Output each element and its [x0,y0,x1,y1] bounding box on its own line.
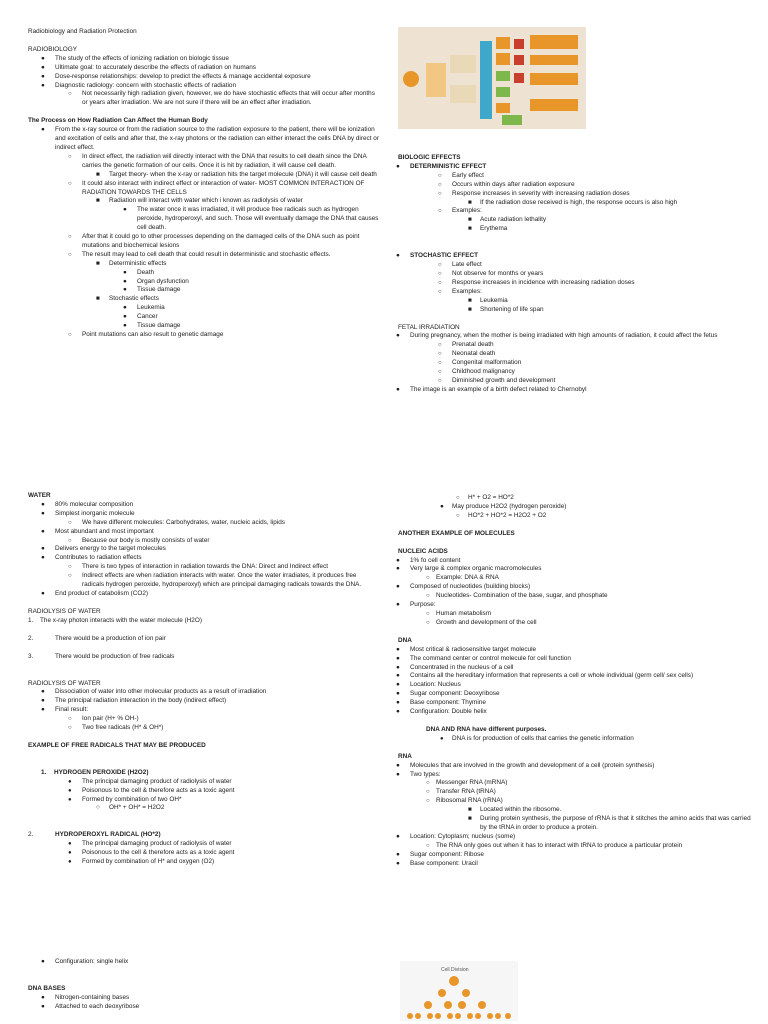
list-item: ○ H* + O2 = HO*2 [456,494,514,501]
list-item: ○ Example: DNA & RNA [426,574,499,582]
list-item: ● The water once it was irradiated, it will produce free radicals such as hydrogen peroxide, hydroperoxyl, and such. Those will eventually damage the DNA that causes cell death. [123,206,379,232]
list-item: ○ Response increases in incidence with increasing radiation doses [438,278,635,286]
list-item: ● Nitrogen-containing bases [41,993,130,1001]
list-item: ● Two types: [396,770,441,778]
list-item: ○ Because our body is mostly consists of water [68,536,210,544]
biologic-effects-heading: BIOLOGIC EFFECTS [398,154,461,161]
list-item: ● Most abundant and most important [41,527,154,535]
list-item: ○ Ion pair (H+ % OH-) [68,715,139,723]
list-item: ● Attached to each deoxyribose [41,1002,140,1010]
list-item: ● The command center or control molecule for cell function [396,654,571,662]
water-list [0,501,380,599]
list-item: ○ After that it could go to other processes depending on the damaged cells of the DNA such as point mutations and biochemical lesions [68,233,360,249]
list-item: ● Molecules that are involved in the growth and development of a cell (protein synthesis) [396,761,655,769]
list-item: ■ If the radiation dose received is high, the response occurs is also high [468,198,678,206]
radiobiology-list [0,55,380,108]
list-item: ○ Congenital malformation [438,359,522,367]
list-item: ○ Nucleotides- Combination of the base, sugar, and phosphate [426,592,608,600]
list-item: ■ Shortening of life span [468,305,544,313]
list-item: ● Concentrated in the nucleus of a cell [396,663,514,671]
radiolysis-heading-1: RADIOLYSIS OF WATER [28,607,101,615]
formula-list [388,494,758,521]
list-item: ○ Response increases in severity with increasing radiation doses [438,189,630,197]
list-item: ● Sugar component: Ribose [396,850,484,858]
config-list [0,958,380,967]
list-item: ● Most critical & radiosensitive target molecule [396,645,537,653]
stochastic-list [388,252,748,314]
list-item: ○ There is two types of interaction in radiation towards the DNA: Direct and Indirect effect [68,563,329,571]
numbered-item: 3. There would be production of free radicals [28,652,175,660]
list-item: ○ Examples: [438,287,482,295]
hydroperoxyl-list [0,840,380,867]
list-item: ■ Acute radiation lethality [468,216,547,224]
list-item: ● The study of the effects of ionizing radiation on biologic tissue [41,54,229,62]
list-item: ■ Located within the ribosome. [468,806,562,814]
list-item: ● Final result: [41,706,89,714]
list-item: ● Contains all the hereditary information that represents a cell or whole individual (germ cell/ sex cells) [396,672,694,680]
list-item: ○ Messenger RNA (mRNA) [426,779,508,787]
list-item: ● The principal damaging product of radiolysis of water [68,840,232,848]
list-item: ● Base component: Thymine [396,699,486,707]
process-list [0,126,380,340]
list-item: ● Tissue damage [123,286,181,294]
numbered-item: 1. The x-ray photon interacts with the water molecule (H2O) [28,616,202,624]
list-item: ● Organ dysfunction [123,277,189,285]
radiation-effects-flowchart-image [398,27,586,129]
list-item: ● Diagnostic radiology: concern with stochastic effects of radiation [41,81,237,89]
list-item: ■ Stochastic effects [96,295,159,303]
list-item: ○ Diminished growth and development [438,376,556,384]
list-item: ○ Late effect [438,261,482,269]
list-item: ● Location: Cytoplasm; nucleus (some) [396,832,516,840]
page-2 [0,488,768,1024]
cell-division-image [400,961,518,1021]
page1-left-column [0,28,380,340]
list-item: ○ Not necessarily high radiation given, however, we do have stochastic effects that will occur after months or years after irradiation. We are not sure if there will be an effect after irradiation. [68,90,375,107]
list-item: ● DNA is for production of cells that carries the genetic information [440,734,634,742]
list-item: ● Poisonous to the cell & therefore acts as a toxic agent [68,786,235,794]
radiolysis-heading-2: RADIOLYSIS OF WATER [28,679,101,687]
list-item: ■ Deterministic effects [96,259,167,267]
water-heading: WATER [28,492,51,499]
page2-right-column [388,494,758,869]
list-item: ○ Childhood malignancy [438,368,515,376]
list-item: ● Purpose: [396,601,436,609]
rna-list [388,762,758,869]
list-item: ● The principal damaging product of radiolysis of water [68,777,232,785]
list-item: ○ Growth and development of the cell [426,618,537,626]
process-heading: The Process on How Radiation Can Affect the Human Body [28,117,208,125]
page2-left-column [0,492,380,867]
list-item: ● Dissociation of water into other molecular products as a result of irradiation [41,688,267,696]
purposes-list [388,735,758,744]
list-item: ● DETERMINISTIC EFFECT [396,162,487,170]
document-title: Radiobiology and Radiation Protection [28,28,137,35]
numbered-item: 2. HYDROPEROXYL RADICAL (HO*2) [28,831,161,839]
list-item: ● Very large & complex organic macromolecules [396,565,542,573]
list-item: ● From the x-ray source or from the radiation source to the radiation exposure to the patient, there will be ionization and excitation of cells and after that, the x-ray photons or the radiation can either interact the cells DNA by direct or indirect effect. [41,126,379,151]
page3-left-column [0,958,380,1012]
list-item: ● Formed by combination of two OH* [68,795,182,803]
dna-list [388,646,758,717]
list-item: ● Delivers energy to the target molecules [41,545,166,553]
fetal-irradiation-heading: FETAL IRRADIATION [398,323,460,331]
nucleic-acids-list [388,557,758,628]
fetal-list [388,332,748,394]
list-item: ■ Target theory- when the x-ray or radiation hits the target molecule (DNA) it will cause cell death [96,170,377,178]
radiolysis-list [0,688,380,733]
list-item: ○ The result may lead to cell death that could result in deterministic and stochastic effects. [68,250,331,258]
rna-heading: RNA [398,752,412,760]
another-example-heading: ANOTHER EXAMPLE OF MOLECULES [398,529,515,537]
list-item: ● Death [123,268,155,276]
list-item: ○ Prenatal death [438,341,494,349]
radiobiology-heading: RADIOBIOLOGY [28,45,78,53]
list-item: ○ Ribosomal RNA (rRNA) [426,797,503,805]
list-item: ○ Human metabolism [426,609,492,617]
list-item: ○ We have different molecules: Carbohydrates, water, nucleic acids, lipids [68,518,285,526]
list-item: ● Sugar component: Deoxyribose [396,690,500,698]
dna-bases-heading: DNA BASES [28,984,66,992]
list-item: ● Poisonous to the cell & therefore acts as a toxic agent [68,849,235,857]
list-item: ● Composed of nucleotides (building blocks) [396,583,531,591]
list-item: ● Leukemia [123,304,165,312]
list-item: ● Ultimate goal: to accurately describe the effects of radiation on humans [41,63,256,71]
deterministic-list [388,163,748,234]
list-item: ■ Radiation will interact with water which i known as radiolysis of water [96,197,303,205]
dna-heading: DNA [398,636,412,644]
free-radicals-heading: EXAMPLE OF FREE RADICALS THAT MAY BE PRODUCED [28,741,206,749]
list-item: ○ HO*2 + HO*2 = H2O2 + O2 [456,511,547,519]
cell-division-label: Cell Division [441,967,469,973]
dna-bases-list [0,994,380,1012]
list-item: ● Cancer [123,313,158,321]
list-item: ● Configuration: single helix [41,958,129,965]
list-item: ■ During protein synthesis, the purpose of rRNA is that it stitches the amino acids that was carried by the tRNA in order to produce a protein. [468,815,751,831]
list-item: ● Simplest inorganic molecule [41,509,135,517]
list-item: ○ Indirect effects are when radiation interacts with water. Once the water irradiates, it produces free radicals hydrogen peroxide, hydroperoxyl) which are principal damaging radicals towards the DNA. [68,572,362,589]
list-item: ● Dose-response relationships: develop to predict the effects & manage accidental exposure [41,72,311,80]
list-item: ● 1% fo cell content [396,556,461,564]
list-item: ○ Occurs within days after radiation exposure [438,180,575,188]
list-item: ● May produce H2O2 (hydrogen peroxide) [440,502,567,510]
list-item: ● During pregnancy, when the mother is being irradiated with high amounts of radiation, it could affect the fetus [396,332,718,340]
list-item: ○ Early effect [438,171,484,179]
list-item: ● Contributes to radiation effects [41,554,142,562]
list-item: ● End product of catabolism (CO2) [41,589,149,597]
list-item: ○ In direct effect, the radiation will directly interact with the DNA that results to cell death since the DNA carries the genetic formation of our cells. Once it is hit by radiation, it will cause cell death. [68,152,367,169]
dna-rna-purposes-heading: DNA AND RNA have different purposes. [426,725,547,733]
list-item: ○ Neonatal death [438,350,496,358]
list-item: ■ Leukemia [468,296,508,304]
list-item: ● Base component: Uracil [396,859,478,867]
list-item: ● The image is an example of a birth defect related to Chernobyl [396,385,587,393]
list-item: ○ Examples: [438,207,482,215]
list-item: ○ OH* + OH* = H2O2 [96,804,165,812]
nucleic-acids-heading: NUCLEIC ACIDS [398,547,448,555]
list-item: ○ Two free radicals (H* & OH*) [68,724,164,732]
list-item: ● 80% molecular composition [41,500,134,508]
list-item: ○ It could also interact with indirect effect or interaction of water- MOST COMMON INTERACTION OF RADIATION TOWARDS THE CELLS [68,179,365,196]
list-item: ● Location: Nucleus [396,681,461,689]
hydrogen-peroxide-list [0,778,380,814]
list-item: ● The principal radiation interaction in the body (indirect effect) [41,697,227,705]
list-item: ○ Not observe for months or years [438,269,544,277]
list-item: ● Formed by combination of H* and oxygen (O2) [68,858,215,866]
numbered-item: 2. There would be a production of ion pair [28,634,166,642]
page1-right-column [388,154,748,395]
list-item: ○ Transfer RNA (tRNA) [426,788,496,796]
list-item: ○ The RNA only goes out when it has to interact with tRNA to produce a particular protein [426,841,683,849]
numbered-item: 1. HYDROGEN PEROXIDE (H2O2) [41,768,149,776]
list-item: ● Tissue damage [123,322,181,330]
list-item: ● STOCHASTIC EFFECT [396,252,479,260]
list-item: ● Configuration: Double helix [396,708,487,716]
list-item: ■ Erythema [468,225,508,233]
list-item: ○ Point mutations can also result to genetic damage [68,331,224,338]
